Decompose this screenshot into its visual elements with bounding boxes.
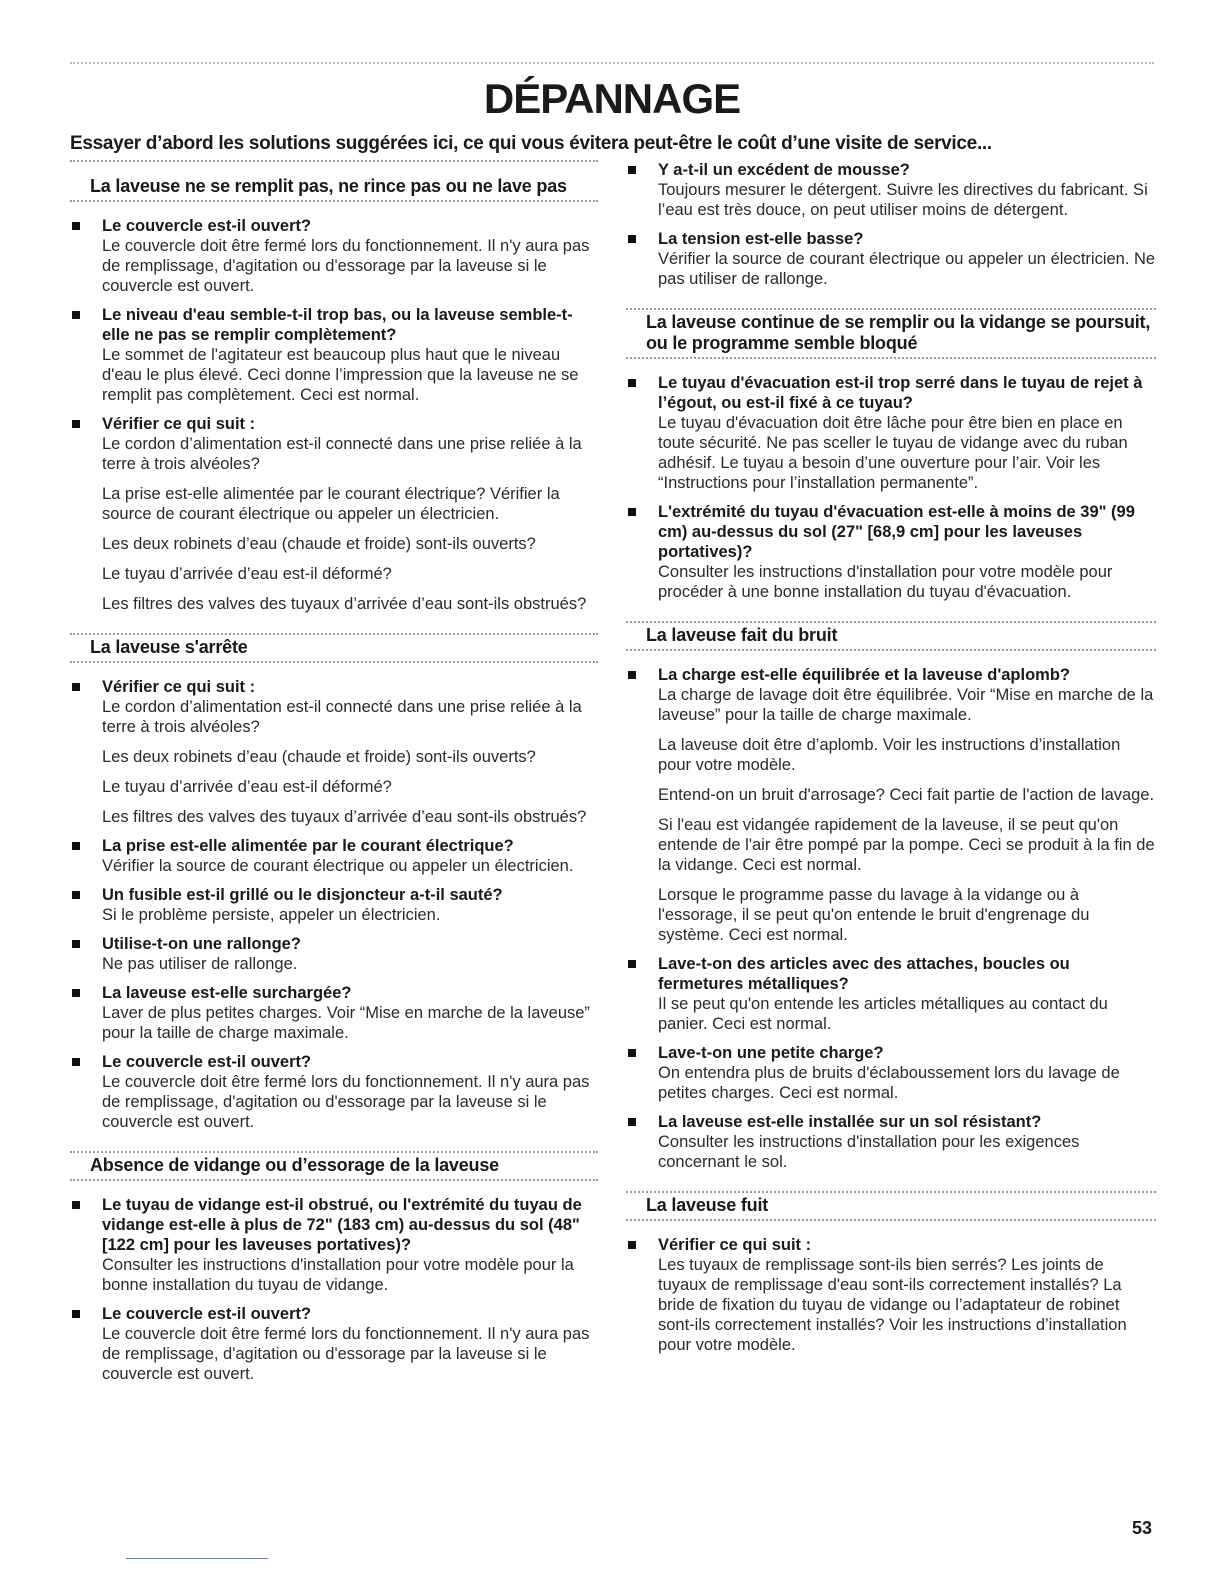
bullet-square-icon bbox=[628, 671, 636, 679]
item-answer: Les filtres des valves des tuyaux d’arrivée d’eau sont-ils obstrués? bbox=[102, 808, 587, 826]
list-item bbox=[626, 1112, 1156, 1172]
list-item bbox=[626, 502, 1156, 602]
footer-link-line bbox=[126, 1558, 268, 1559]
list-item bbox=[70, 1052, 598, 1132]
section-heading: La laveuse fait du bruit bbox=[626, 621, 1156, 651]
bullet-square-icon bbox=[72, 989, 80, 997]
item-answer: Les tuyaux de remplissage sont-ils bien serrés? Les joints de tuyaux de remplissage d'eau sont-ils correctement installés? La bride de fixation du tuyau de vidange ou l’adaptateur de robinet sont-ils correctement installés? Voir les instructions d’installation pour votre modèle. bbox=[658, 1256, 1127, 1354]
bullet-square-icon bbox=[72, 222, 80, 230]
item-answer: Consulter les instructions d'installation pour votre modèle pour procéder à une bonne installation du tuyau d'évacuation. bbox=[658, 563, 1113, 601]
bullet-square-icon bbox=[72, 1310, 80, 1318]
bullet-square-icon bbox=[72, 683, 80, 691]
item-question: Lave-t-on une petite charge? bbox=[658, 1044, 884, 1062]
list-item bbox=[70, 934, 598, 974]
item-answer: Le cordon d’alimentation est-il connecté dans une prise reliée à la terre à trois alvéoles? bbox=[102, 435, 582, 473]
list-item bbox=[70, 305, 598, 405]
item-answer: Ne pas utiliser de rallonge. bbox=[102, 955, 298, 973]
list-item bbox=[70, 414, 598, 614]
item-answer: Vérifier la source de courant électrique ou appeler un électricien. bbox=[102, 857, 574, 875]
list-item bbox=[626, 373, 1156, 493]
item-question: Le tuyau de vidange est-il obstrué, ou l'extrémité du tuyau de vidange est-elle à plus de 72" (183 cm) au-dessus du sol (48" [122 cm] pour les laveuses portatives)? bbox=[102, 1196, 582, 1254]
item-question: Y a-t-il un excédent de mousse? bbox=[658, 161, 910, 179]
list-item bbox=[70, 885, 598, 925]
list-item bbox=[626, 1043, 1156, 1103]
section-spacer bbox=[70, 1141, 598, 1151]
section-spacer bbox=[626, 1181, 1156, 1191]
item-answer: Consulter les instructions d'installation pour votre modèle pour la bonne installation du tuyau de vidange. bbox=[102, 1256, 574, 1294]
list-item bbox=[626, 229, 1156, 289]
list-item bbox=[70, 677, 598, 827]
section-heading: La laveuse continue de se remplir ou la vidange se poursuit, ou le programme semble bloqué bbox=[626, 308, 1156, 359]
bullet-square-icon bbox=[72, 891, 80, 899]
list-item bbox=[626, 160, 1156, 220]
intro-text: Essayer d’abord les solutions suggérées ici, ce qui vous évitera peut-être le coût d’une visite de service... bbox=[70, 133, 992, 154]
item-answer: Le sommet de l'agitateur est beaucoup plus haut que le niveau d'eau le plus élevé. Ceci donne l’impression que la laveuse ne se remplit pas complètement. Ceci est normal. bbox=[102, 346, 579, 404]
item-answer: Les deux robinets d’eau (chaude et froide) sont-ils ouverts? bbox=[102, 748, 536, 766]
item-question: La tension est-elle basse? bbox=[658, 230, 864, 248]
list-item bbox=[70, 836, 598, 876]
item-question: La charge est-elle équilibrée et la laveuse d'aplomb? bbox=[658, 666, 1070, 684]
item-answer: Le cordon d’alimentation est-il connecté dans une prise reliée à la terre à trois alvéoles? bbox=[102, 698, 582, 736]
bullet-square-icon bbox=[72, 311, 80, 319]
bullet-square-icon bbox=[72, 842, 80, 850]
list-item bbox=[70, 1304, 598, 1384]
item-question: Un fusible est-il grillé ou le disjoncteur a-t-il sauté? bbox=[102, 886, 503, 904]
section-heading: Absence de vidange ou d’essorage de la laveuse bbox=[70, 1151, 598, 1181]
item-answer: Si l'eau est vidangée rapidement de la laveuse, il se peut qu'on entende de l'air être pompé par la pompe. Ceci se produit à la fin de la vidange. Ceci est normal. bbox=[658, 816, 1155, 874]
item-answer: Le couvercle doit être fermé lors du fonctionnement. Il n'y aura pas de remplissage, d'agitation ou d'essorage par la laveuse si le couvercle est ouvert. bbox=[102, 237, 590, 295]
item-answer: Lorsque le programme passe du lavage à la vidange ou à l'essorage, il se peut qu'on entende le bruit d'engrenage du système. Ceci est normal. bbox=[658, 886, 1090, 944]
left-column bbox=[70, 160, 598, 1393]
list-item bbox=[626, 665, 1156, 945]
list-item bbox=[70, 216, 598, 296]
bullet-square-icon bbox=[628, 379, 636, 387]
item-question: La laveuse est-elle surchargée? bbox=[102, 984, 352, 1002]
item-answer: La laveuse doit être d’aplomb. Voir les instructions d’installation pour votre modèle. bbox=[658, 736, 1121, 774]
item-answer: Il se peut qu'on entende les articles métalliques au contact du panier. Ceci est normal. bbox=[658, 995, 1108, 1033]
list-item bbox=[626, 1235, 1156, 1355]
item-question: La prise est-elle alimentée par le courant électrique? bbox=[102, 837, 514, 855]
section-spacer bbox=[626, 298, 1156, 308]
bullet-square-icon bbox=[628, 235, 636, 243]
bullet-square-icon bbox=[628, 960, 636, 968]
bullet-square-icon bbox=[628, 1241, 636, 1249]
bullet-square-icon bbox=[628, 508, 636, 516]
list-item bbox=[626, 954, 1156, 1034]
item-answer: Entend-on un bruit d'arrosage? Ceci fait partie de l'action de lavage. bbox=[658, 786, 1155, 804]
item-question: Le niveau d'eau semble-t-il trop bas, ou la laveuse semble-t-elle ne pas se remplir complètement? bbox=[102, 306, 573, 344]
section-spacer bbox=[70, 623, 598, 633]
item-answer: Si le problème persiste, appeler un électricien. bbox=[102, 906, 441, 924]
bullet-square-icon bbox=[72, 420, 80, 428]
item-answer: On entendra plus de bruits d'éclaboussement lors du lavage de petites charges. Ceci est normal. bbox=[658, 1064, 1120, 1102]
item-question: L'extrémité du tuyau d'évacuation est-elle à moins de 39" (99 cm) au-dessus du sol (27" [68,9 cm] pour les laveuses portatives)? bbox=[658, 503, 1135, 561]
bullet-square-icon bbox=[628, 166, 636, 174]
section-heading: La laveuse ne se remplit pas, ne rince pas ou ne lave pas bbox=[70, 160, 598, 202]
list-item bbox=[70, 983, 598, 1043]
item-answer: Le couvercle doit être fermé lors du fonctionnement. Il n'y aura pas de remplissage, d'agitation ou d'essorage par la laveuse si le couvercle est ouvert. bbox=[102, 1073, 590, 1131]
item-answer: Le tuyau d’arrivée d’eau est-il déformé? bbox=[102, 778, 392, 796]
item-question: Le tuyau d'évacuation est-il trop serré dans le tuyau de rejet à l’égout, ou est-il fixé à ce tuyau? bbox=[658, 374, 1143, 412]
item-question: Vérifier ce qui suit : bbox=[102, 415, 256, 433]
section-spacer bbox=[626, 611, 1156, 621]
item-question: Lave-t-on des articles avec des attaches, boucles ou fermetures métalliques? bbox=[658, 955, 1070, 993]
bullet-square-icon bbox=[72, 1058, 80, 1066]
item-answer: Vérifier la source de courant électrique ou appeler un électricien. Ne pas utiliser de rallonge. bbox=[658, 250, 1156, 288]
item-answer: Le tuyau d'évacuation doit être lâche pour être bien en place en toute sécurité. Ne pas sceller le tuyau de vidange avec du ruban adhésif. Le tuyau a besoin d’une ouverture pour l’air. Voir les “Instructions pour l’installation permanente”. bbox=[658, 414, 1128, 492]
bullet-square-icon bbox=[628, 1049, 636, 1057]
page-number: 53 bbox=[1131, 1518, 1152, 1538]
item-answer: La charge de lavage doit être équilibrée. Voir “Mise en marche de la laveuse” pour la taille de charge maximale. bbox=[658, 686, 1154, 724]
right-column bbox=[626, 160, 1156, 1364]
item-answer: La prise est-elle alimentée par le courant électrique? Vérifier la source de courant électrique ou appeler un électricien. bbox=[102, 485, 560, 523]
item-answer: Consulter les instructions d'installation pour les exigences concernant le sol. bbox=[658, 1133, 1080, 1171]
item-question: Vérifier ce qui suit : bbox=[658, 1236, 812, 1254]
item-question: Le couvercle est-il ouvert? bbox=[102, 1053, 312, 1071]
item-answer: Le couvercle doit être fermé lors du fonctionnement. Il n'y aura pas de remplissage, d'agitation ou d'essorage par la laveuse si le couvercle est ouvert. bbox=[102, 1325, 590, 1383]
item-question: Le couvercle est-il ouvert? bbox=[102, 1305, 312, 1323]
item-answer: Les deux robinets d’eau (chaude et froide) sont-ils ouverts? bbox=[102, 535, 536, 553]
right-top-items bbox=[626, 160, 1156, 289]
item-question: Vérifier ce qui suit : bbox=[102, 678, 256, 696]
page-title: DÉPANNAGE bbox=[483, 75, 741, 122]
bullet-square-icon bbox=[72, 1201, 80, 1209]
section-heading: La laveuse fuit bbox=[626, 1191, 1156, 1221]
item-answer: Toujours mesurer le détergent. Suivre les directives du fabricant. Si l’eau est très douce, on peut utiliser moins de détergent. bbox=[658, 181, 1148, 219]
item-question: Le couvercle est-il ouvert? bbox=[102, 217, 312, 235]
section-heading: La laveuse s'arrête bbox=[70, 633, 598, 663]
item-question: Utilise-t-on une rallonge? bbox=[102, 935, 301, 953]
list-item bbox=[70, 1195, 598, 1295]
top-dotted-rule bbox=[70, 62, 1154, 64]
bullet-square-icon bbox=[628, 1118, 636, 1126]
item-answer: Le tuyau d’arrivée d’eau est-il déformé? bbox=[102, 565, 392, 583]
item-question: La laveuse est-elle installée sur un sol résistant? bbox=[658, 1113, 1042, 1131]
item-answer: Laver de plus petites charges. Voir “Mise en marche de la laveuse” pour la taille de charge maximale. bbox=[102, 1004, 590, 1042]
item-answer: Les filtres des valves des tuyaux d’arrivée d’eau sont-ils obstrués? bbox=[102, 595, 587, 613]
bullet-square-icon bbox=[72, 940, 80, 948]
